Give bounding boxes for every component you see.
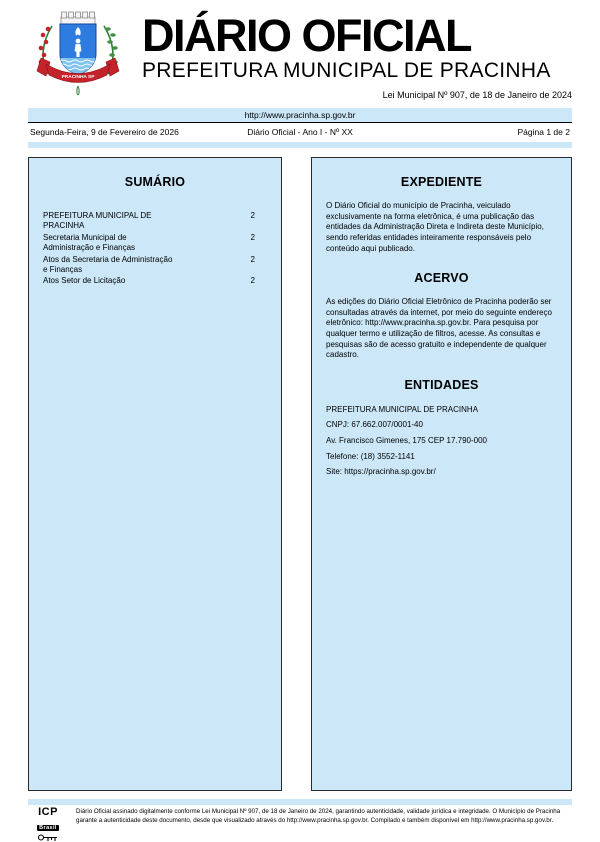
summary-item-label: Secretaria Municipal de Administração e Finanças bbox=[43, 232, 136, 253]
summary-item-page: 2 bbox=[250, 211, 255, 220]
entity-details bbox=[326, 405, 557, 477]
divider-strip-bottom bbox=[28, 799, 572, 805]
page-indicator: Página 1 de 2 bbox=[517, 127, 570, 137]
gazette-title: DIÁRIO OFICIAL bbox=[142, 10, 471, 61]
edition-date: Segunda-Feira, 9 de Fevereiro de 2026 bbox=[30, 127, 179, 137]
summary-item-page: 2 bbox=[250, 254, 255, 264]
entity-phone: Telefone: (18) 3552-1141 bbox=[326, 451, 415, 461]
entity-site: Site: https://pracinha.sp.gov.br/ bbox=[326, 467, 436, 477]
masthead-titles bbox=[142, 8, 572, 100]
summary-item bbox=[43, 211, 267, 232]
icp-brasil-logo bbox=[28, 808, 64, 842]
entity-cnpj: CNPJ: 67.662.007/0001-40 bbox=[326, 420, 423, 430]
summary-title: SUMÁRIO bbox=[124, 175, 186, 189]
acervo-text: As edições do Diário Oficial Eletrônico de Pracinha poderão ser consultadas através da internet, por meio do seguinte endereço eletrônico: http://www.pracinha.sp.gov.br. Para pesquisa por qualquer termo e utilização de filtros, acesse. As consultas e pesquisas são de acesso gratuito e independente de qualquer cadastro. bbox=[326, 297, 552, 360]
summary-list bbox=[43, 211, 267, 287]
municipal-coat-of-arms-logo bbox=[28, 8, 128, 108]
expediente-box bbox=[311, 157, 572, 791]
expediente-title: EXPEDIENTE bbox=[400, 175, 483, 189]
summary-item-page: 2 bbox=[250, 276, 255, 286]
main-content bbox=[28, 157, 572, 791]
divider-strip-top bbox=[28, 142, 572, 148]
law-reference: Lei Municipal Nº 907, de 18 de Janeiro de 2024 bbox=[382, 90, 572, 101]
gazette-page bbox=[0, 8, 600, 833]
summary-item bbox=[43, 233, 267, 254]
acervo-title: ACERVO bbox=[414, 271, 469, 286]
summary-item-label: PREFEITURA MUNICIPAL DE PRACINHA bbox=[43, 211, 152, 231]
footer bbox=[28, 808, 572, 842]
summary-box bbox=[28, 157, 282, 791]
summary-item-page: 2 bbox=[250, 232, 255, 242]
summary-item bbox=[43, 255, 267, 276]
expediente-text: O Diário Oficial do município de Pracinha, veiculado exclusivamente na forma eletrônica, é uma publicação das entidades da Administração Direta e Indireta deste Município, sendo referidas entidades inteiramente responsáveis pelo conteúdo aqui publicado. bbox=[326, 201, 544, 253]
website-url-bar: http://www.pracinha.sp.gov.br bbox=[28, 108, 572, 123]
logo-banner-text: PRACINHA SP bbox=[61, 75, 95, 80]
summary-item bbox=[43, 276, 267, 286]
entity-name: PREFEITURA MUNICIPAL DE PRACINHA bbox=[326, 404, 479, 414]
key-icon bbox=[37, 833, 59, 842]
entidades-title: ENTIDADES bbox=[404, 377, 479, 392]
edition-number: Diário Oficial - Ano I - Nº XX bbox=[247, 127, 353, 137]
entity-address: Av. Francisco Gimenes, 175 CEP 17.790-000 bbox=[326, 436, 487, 446]
digital-signature-notice: Diário Oficial assinado digitalmente conforme Lei Municipal Nº 907, de 18 de Janeiro de 2024, garantindo autenticidade, validade jurídica e integridade. O Município de Pracinha garante a autenticidade deste documento, desde que visualizado através do http://www.pracinha.sp.gov.br. Compilado e também disponível em http://www.pracinha.sp.gov.br. bbox=[76, 808, 561, 824]
summary-item-label: Atos Setor de Licitação bbox=[43, 276, 126, 286]
icp-logo-text: ICP bbox=[38, 806, 58, 818]
municipality-name: PREFEITURA MUNICIPAL DE PRACINHA bbox=[142, 59, 551, 82]
icp-brasil-text: Brasil bbox=[39, 824, 57, 831]
header bbox=[28, 8, 572, 105]
summary-item-label: Atos da Secretaria de Administração e Finanças bbox=[43, 254, 173, 274]
mural-crown bbox=[61, 12, 95, 24]
edition-info-row bbox=[28, 123, 572, 142]
